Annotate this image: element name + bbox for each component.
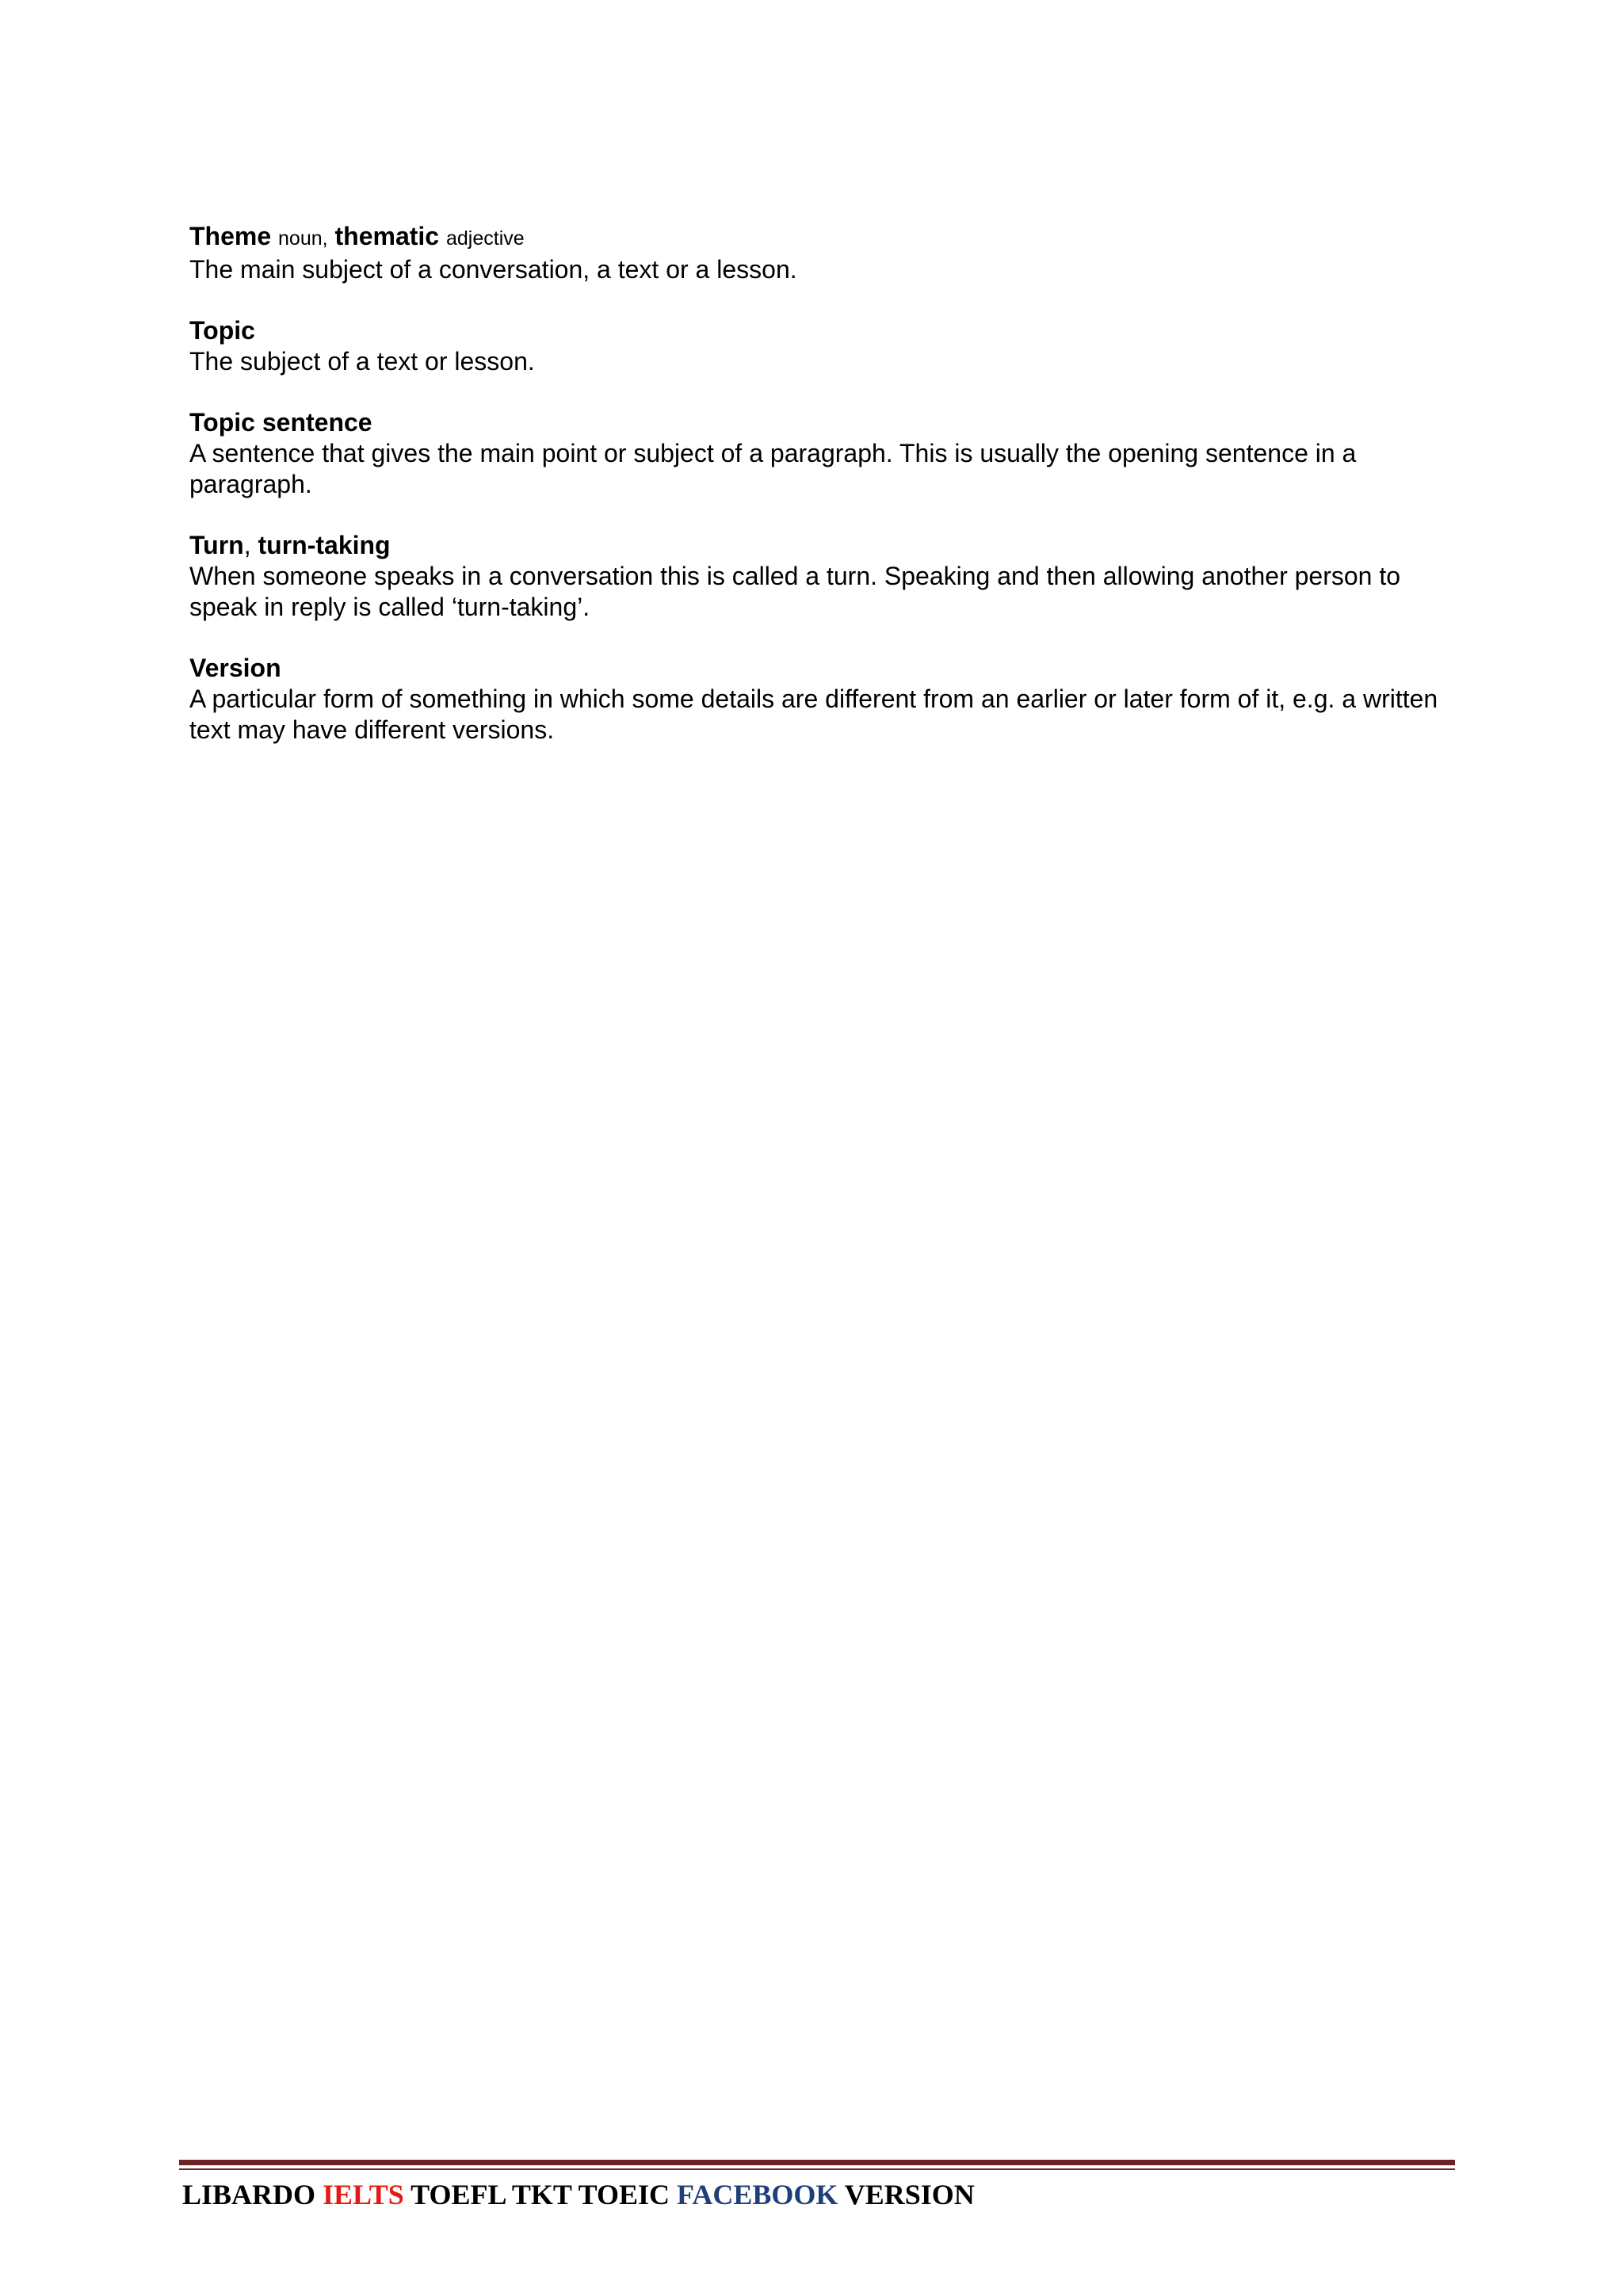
definition: A particular form of something in which some details are different from an earlier or later form of it, e.g. a written text may have different versions. <box>189 685 1438 744</box>
term: Topic <box>189 316 255 345</box>
definition: When someone speaks in a conversation this is called a turn. Speaking and then allowing another person to speak in reply is called ‘turn-taking’. <box>189 562 1401 621</box>
glossary-entry-version <box>189 652 1457 746</box>
glossary-entry-turn <box>189 529 1457 623</box>
part-of-speech: noun <box>278 227 323 250</box>
term: Version <box>189 654 281 682</box>
separator: , <box>322 227 328 250</box>
term-line <box>189 406 1457 438</box>
part-of-speech-secondary: adjective <box>445 227 525 250</box>
footer-text-exams: TOEFL TKT TOEIC <box>411 2179 670 2210</box>
glossary-entry-topic-sentence <box>189 406 1457 500</box>
footer-divider-thin <box>179 2168 1455 2170</box>
term: Turn <box>189 531 244 559</box>
definition: A sentence that gives the main point or subject of a paragraph. This is usually the opening sentence in a paragraph. <box>189 439 1357 498</box>
term-secondary: turn-taking <box>258 531 391 559</box>
term-line <box>189 529 1457 561</box>
glossary-content <box>189 220 1457 775</box>
glossary-entry-theme <box>189 220 1457 285</box>
footer-text-libardo: LIBARDO <box>182 2179 316 2210</box>
term: Theme <box>189 222 272 250</box>
separator: , <box>243 531 251 559</box>
term-line <box>189 220 1457 254</box>
page-footer <box>182 2177 975 2212</box>
footer-text-ielts: IELTS <box>323 2179 404 2210</box>
footer-text-facebook: FACEBOOK <box>677 2179 838 2210</box>
footer-divider-thick <box>179 2160 1455 2165</box>
term-line <box>189 315 1457 346</box>
definition: The main subject of a conversation, a text or a lesson. <box>189 255 797 284</box>
definition: The subject of a text or lesson. <box>189 347 535 376</box>
glossary-entry-topic <box>189 315 1457 377</box>
term-line <box>189 652 1457 684</box>
term-secondary: thematic <box>334 222 440 250</box>
term: Topic sentence <box>189 408 372 437</box>
footer-text-version: VERSION <box>844 2179 975 2210</box>
